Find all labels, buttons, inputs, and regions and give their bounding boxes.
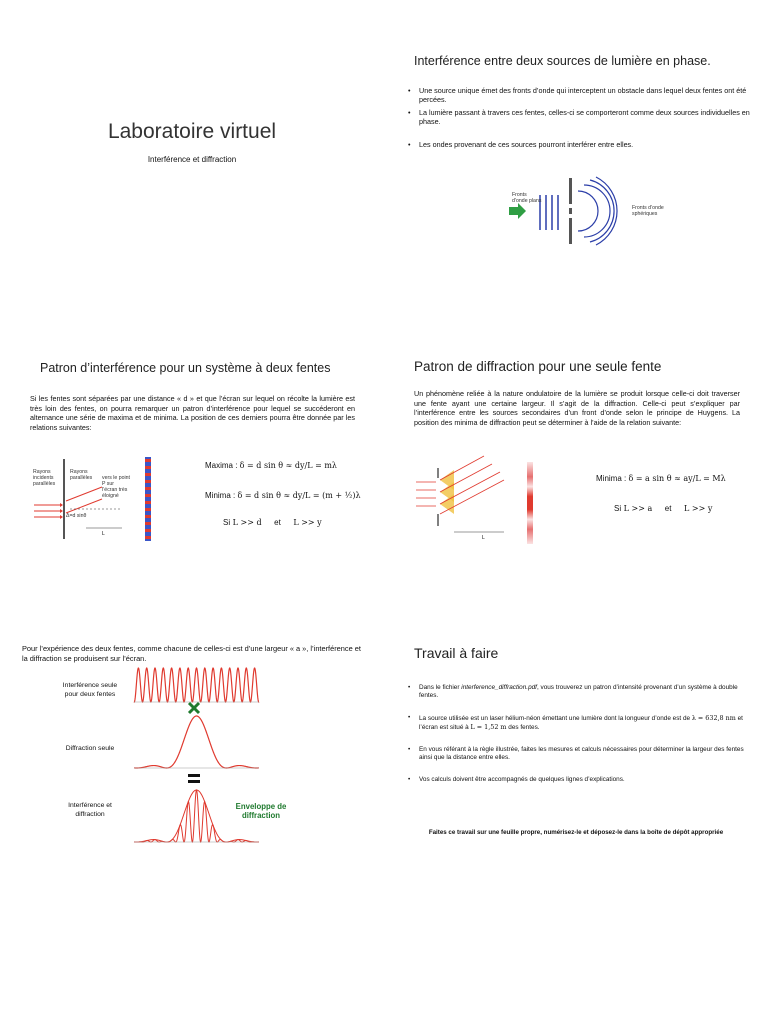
single-slit-diagram xyxy=(414,466,506,541)
slide-single-slit xyxy=(384,341,768,682)
bullet-item: • Dans le fichier interference_diffraction.pdf, vous trouverez un patron d’intensité provenant d’un système à double fentes. xyxy=(408,684,748,700)
slide-heading: Interférence entre deux sources de lumière en phase. xyxy=(414,54,711,68)
spherical-fronts-label: Fronts d’onde sphériques xyxy=(632,205,664,217)
envelope-label: Enveloppe de diffraction xyxy=(235,802,287,820)
maxima-formula: δ = d sin θ ≈ dy/L = mλ xyxy=(239,461,337,470)
minima-formula: δ = a sin θ ≈ ay/L = Mλ xyxy=(628,474,726,483)
cond-1: L >> d xyxy=(232,518,262,527)
bullet-item: • La lumière passant à travers ces fentes, celles-ci se comporteront comme deux sources individuelles en phase. xyxy=(408,108,753,127)
incident-rays-label: Rayons incidents parallèles xyxy=(33,469,56,487)
label-interference: Interférence seule pour deux fentes xyxy=(62,682,118,698)
bullet-item: • Vos calculs doivent être accompagnés de quelques lignes d’explications. xyxy=(408,776,748,784)
bullet-item: • En vous référant à la règle illustrée, faites les mesures et calculs nécessaires pour déterminer la largeur des fentes ainsi que la distance entre elles. xyxy=(408,746,748,762)
label-diffraction: Diffraction seule xyxy=(65,745,115,752)
bullet-item: • Une source unique émet des fronts d’onde qui interceptent un obstacle dans lequel deux fentes ont été percées. xyxy=(408,86,753,105)
slide-paragraph: Un phénomène reliée à la nature ondulatoire de la lumière se produit lorsque celle-ci doit traverser une fente ayant une certaine largeur. Il s’agit de la diffraction. Celle-ci peut s’expliquer par l’interférence entre les sources secondaires d’un front d’onde selon le principe de Huygens. La position des minima de diffraction peut se déterminer à l’aide de la relation suivante: xyxy=(414,389,740,427)
bullet-list xyxy=(408,86,753,149)
path-diff-label: Δ=d sinθ xyxy=(66,513,87,519)
cond-1: L >> a xyxy=(623,504,653,513)
slide-combined xyxy=(0,644,384,1023)
conditions xyxy=(614,504,712,513)
minima-formula: δ = d sin θ ≈ dy/L = (m + ½)λ xyxy=(237,491,361,500)
minima-equation xyxy=(205,491,361,500)
equals-icon xyxy=(188,774,200,783)
footer-note: Faites ce travail sur une feuille propre, numérisez-le et déposez-le dans la boîte de dépôt appropriée xyxy=(428,829,724,836)
minima-label: Minima : xyxy=(205,491,238,500)
parallel-rays-label: Rayons parallèles xyxy=(70,469,93,481)
bullet-item: • La source utilisée est un laser hélium-néon émettant une lumière dont la longueur d’onde est de λ = 632,8 nm et l’écran est situé à L = 1,52 m des fentes. xyxy=(408,714,748,732)
maxima-label: Maxima : xyxy=(205,461,240,470)
cond-si: Si xyxy=(223,518,231,527)
cond-2: L >> y xyxy=(293,518,322,527)
minima-label: Minima : xyxy=(596,474,629,483)
cond-2: L >> y xyxy=(684,504,713,513)
distance-L-label: L xyxy=(102,531,105,537)
distance-L-label: L xyxy=(482,535,485,541)
maxima-equation xyxy=(205,461,337,470)
toward-point-label: vers le point P sur l’écran très éloigné xyxy=(102,475,130,499)
cond-si: Si xyxy=(614,504,622,513)
slide-intro: Pour l’expérience des deux fentes, comme chacune de celles-ci est d’une largeur « a », l’interférence et la diffraction se produisent sur l’écran. xyxy=(22,644,361,663)
slide-paragraph: Si les fentes sont séparées par une distance « d » et que l’écran sur lequel on récolte la lumière est très loin des fentes, on pourra remarquer un patron d’interférence pour lequel se succéderont en alternance une série de maxima et de minima. La position de ces derniers pourra être donnée par les relations suivantes: xyxy=(30,394,355,432)
cond-et: et xyxy=(274,518,281,527)
label-both: Interférence et diffraction xyxy=(68,802,112,818)
plane-fronts-label: Fronts d’onde plans xyxy=(512,192,542,204)
slide-task xyxy=(384,645,768,1023)
minima-equation xyxy=(596,474,726,483)
slide-double-slit xyxy=(0,341,384,682)
bullet-list xyxy=(408,684,748,784)
source-arrow-icon xyxy=(509,203,526,219)
bullet-item: • Les ondes provenant de ces sources pourront interférer entre elles. xyxy=(408,140,753,149)
slide-heading: Travail à faire xyxy=(414,645,499,661)
slide-title-heading: Laboratoire virtuel xyxy=(107,120,277,143)
multiply-icon xyxy=(189,703,199,713)
slide-heading: Patron de diffraction pour une seule fente xyxy=(414,359,662,374)
slide-heading: Patron d’interférence pour un système à deux fentes xyxy=(40,361,331,375)
double-slit-fringes xyxy=(145,457,151,541)
conditions xyxy=(223,518,322,527)
slide-title xyxy=(0,0,384,341)
slide-subtitle: Interférence et diffraction xyxy=(147,155,237,164)
cond-et: et xyxy=(664,504,672,513)
single-slit-fringes xyxy=(527,462,533,544)
slide-two-sources xyxy=(384,0,768,341)
